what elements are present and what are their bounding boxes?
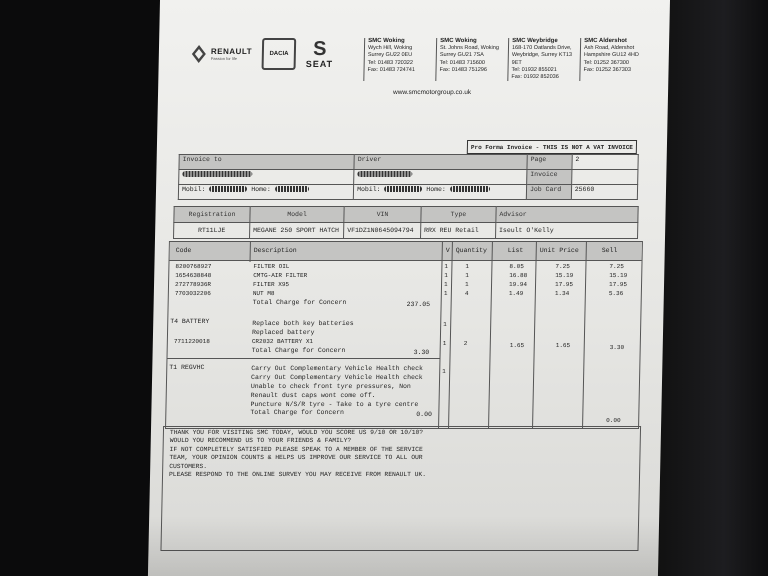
vhc-total-value: 0.00 xyxy=(416,411,433,418)
vhc-v: 1 xyxy=(442,368,446,375)
home-label: Home: xyxy=(251,186,271,193)
survey-line: IF NOT COMPLETELY SATISFIED PLEASE SPEAK TO A MEMBER OF THE SERVICE xyxy=(169,445,423,453)
unit-price-header: Unit Price xyxy=(539,247,579,254)
page-value: 2 xyxy=(572,155,639,170)
battery-code: T4 BATTERY xyxy=(170,318,210,325)
brand-logos xyxy=(191,38,334,70)
branch-line: Wych Hill, Woking xyxy=(367,45,413,52)
part-unit-price: 7.25 xyxy=(555,263,570,270)
redacted-scribble xyxy=(384,186,422,192)
branch-line: St. Johns Road, Woking xyxy=(439,45,499,52)
branch-line: Surrey GU21 7SA xyxy=(439,52,484,59)
model-value: MEGANE 250 SPORT HATCH xyxy=(249,223,343,239)
column-divider xyxy=(445,242,453,428)
job-card-value: 25660 xyxy=(571,185,638,200)
battery-part-v: 1 xyxy=(442,340,447,347)
redacted-scribble xyxy=(357,171,412,177)
proforma-banner: Pro Forma Invoice - THIS IS NOT A VAT INVOICE xyxy=(467,140,637,154)
invoice-to-label: Invoice to xyxy=(179,155,354,170)
renault-wordmark: RENAULT xyxy=(210,47,253,56)
battery-list: 1.65 xyxy=(509,342,525,349)
battery-total-value: 3.30 xyxy=(413,349,430,356)
concern-total-value: 237.05 xyxy=(406,301,431,308)
part-sell: 15.19 xyxy=(609,272,628,279)
battery-v: 1 xyxy=(443,321,447,328)
battery-quantity: 2 xyxy=(463,340,468,347)
seat-wordmark: SEAT xyxy=(305,59,334,69)
renault-diamond-icon xyxy=(191,44,207,64)
list-header: List xyxy=(507,247,524,254)
renault-tagline: Passion for life xyxy=(210,56,238,61)
survey-line: THANK YOU FOR VISITING SMC TODAY, WOULD YOU SCORE US 9/10 OR 10/10? xyxy=(169,429,424,436)
seat-logo xyxy=(306,39,334,69)
vhc-line: Carry Out Complementary Vehicle Health check xyxy=(251,374,423,381)
part-unit-price: 1.34 xyxy=(554,290,570,297)
part-unit-price: 15.19 xyxy=(555,272,574,279)
concern-total-label: Total Charge for Concern xyxy=(252,299,347,306)
dacia-logo xyxy=(262,38,297,70)
invoice-value xyxy=(571,170,638,185)
branch-line: Tel: 01932 855021 xyxy=(511,66,557,73)
driver-phones xyxy=(353,185,526,200)
vehicle-table xyxy=(173,206,639,239)
advisor-header: Advisor xyxy=(496,207,638,223)
branch-line: Tel: 01252 367300 xyxy=(583,59,630,66)
battery-line-1: Replace both key batteries xyxy=(252,320,354,327)
redacted-scribble xyxy=(275,186,309,192)
branch-line: Fax: 01932 852036 xyxy=(511,74,559,81)
part-code: 8200768927 xyxy=(175,263,212,270)
part-unit-price: 17.95 xyxy=(554,281,574,288)
code-header: Code xyxy=(175,247,192,254)
part-v: 1 xyxy=(444,263,449,270)
part-code: 272778936R xyxy=(174,281,212,288)
part-list: 16.88 xyxy=(509,272,528,279)
part-description: FILTER OIL xyxy=(253,263,290,270)
row-divider xyxy=(167,358,439,359)
vhc-line: Carry Out Complementary Vehicle Health check xyxy=(251,365,423,372)
column-divider xyxy=(532,242,537,428)
column-divider xyxy=(582,242,587,428)
quantity-header: Quantity xyxy=(455,247,488,254)
home-label: Home: xyxy=(426,186,446,193)
branch-name: SMC Woking xyxy=(440,38,477,44)
items-header-row xyxy=(170,242,642,261)
branch-line: Fax: 01483 751296 xyxy=(439,66,488,73)
branch-addresses xyxy=(363,38,648,81)
renault-logo xyxy=(191,44,253,64)
part-list: 19.94 xyxy=(508,281,528,288)
battery-part-code: 7711220018 xyxy=(173,338,210,345)
battery-sell: 3.30 xyxy=(609,344,625,351)
part-quantity: 1 xyxy=(465,272,469,279)
part-description: CMTG-AIR FILTER xyxy=(253,272,308,279)
background-fabric xyxy=(658,0,768,576)
branch-block xyxy=(363,38,432,81)
vin-header: VIN xyxy=(344,207,421,223)
advisor-value: Iseult O'Kelly xyxy=(495,223,637,239)
driver-name-redacted xyxy=(354,170,527,185)
branch-name: SMC Aldershot xyxy=(584,38,627,44)
part-description: FILTER X95 xyxy=(252,281,290,288)
battery-part-description: CR2032 BATTERY X1 xyxy=(251,338,314,345)
description-header: Description xyxy=(253,247,297,254)
driver-label: Driver xyxy=(354,155,527,170)
job-card-label: Job Card xyxy=(526,185,571,200)
part-quantity: 1 xyxy=(465,263,470,270)
column-divider xyxy=(438,242,443,428)
survey-line: TEAM, YOUR OPINION COUNTS & HELPS US IMPROVE OUR SERVICE TO ALL OUR xyxy=(169,454,423,462)
vhc-line: Renault dust caps wont come off. xyxy=(250,392,376,399)
branch-line: Fax: 01252 367303 xyxy=(583,66,632,73)
seat-s-icon: S xyxy=(312,38,327,60)
survey-line: PLEASE RESPOND TO THE ONLINE SURVEY YOU MAY RECEIVE FROM RENAULT UK. xyxy=(168,471,427,479)
part-sell: 17.95 xyxy=(608,281,628,288)
column-divider xyxy=(488,242,493,428)
branch-line: Weybridge, Surrey KT13 9ET xyxy=(511,52,573,66)
type-header: Type xyxy=(421,207,496,223)
part-quantity: 1 xyxy=(464,281,469,288)
mobile-label: Mobil: xyxy=(181,186,206,193)
part-description: NUT M8 xyxy=(252,290,275,297)
registration-value: RT11LJE xyxy=(174,223,250,239)
branch-line: Ash Road, Aldershot xyxy=(583,45,635,52)
branch-line: Surrey GU22 0EU xyxy=(367,52,413,59)
part-sell: 5.36 xyxy=(608,290,624,297)
redacted-scribble xyxy=(209,186,247,192)
branch-block xyxy=(435,38,504,81)
customer-phones xyxy=(178,185,353,200)
type-value: RRX REU Retail xyxy=(420,223,495,239)
vhc-sell: 0.00 xyxy=(606,417,621,424)
part-list: 1.49 xyxy=(508,290,524,297)
part-v: 1 xyxy=(444,272,448,279)
part-list: 8.05 xyxy=(509,263,524,270)
branch-line: Tel: 01483 720322 xyxy=(367,59,414,66)
survey-line: CUSTOMERS. xyxy=(169,462,208,470)
part-code: 1654638848 xyxy=(175,272,212,279)
branch-name: SMC Weybridge xyxy=(512,38,558,44)
invoice-paper xyxy=(148,0,670,576)
mobile-label: Mobil: xyxy=(357,186,381,193)
model-header: Model xyxy=(250,207,344,223)
redacted-scribble xyxy=(450,186,490,192)
page-label: Page xyxy=(527,155,572,170)
customer-header-table xyxy=(178,154,639,200)
branch-line: Hampshire GU12 4HD xyxy=(583,52,639,59)
battery-total-label: Total Charge for Concern xyxy=(251,347,346,354)
registration-header: Registration xyxy=(174,207,250,223)
branch-line: Tel: 01483 715600 xyxy=(439,59,486,66)
part-v: 1 xyxy=(443,290,448,297)
vhc-total-label: Total Charge for Concern xyxy=(250,409,345,416)
part-v: 1 xyxy=(443,281,448,288)
redacted-scribble xyxy=(182,171,252,177)
sell-header: Sell xyxy=(601,247,618,254)
battery-line-2: Replaced battery xyxy=(251,329,315,336)
branch-block xyxy=(507,38,576,81)
part-code: 7703032206 xyxy=(174,290,211,297)
vhc-line: Puncture N/S/R tyre - Take to a tyre centre xyxy=(250,401,419,408)
invoice-label: Invoice xyxy=(527,170,572,185)
survey-line: WOULD YOU RECOMMEND US TO YOUR FRIENDS & FAMILY? xyxy=(169,437,352,445)
branch-line: Fax: 01483 724741 xyxy=(367,66,416,73)
dacia-wordmark: DACIA xyxy=(269,51,289,57)
battery-unit-price: 1.65 xyxy=(555,342,571,349)
vhc-line: Unable to check front tyre pressures, Non xyxy=(250,383,411,390)
v-header: V xyxy=(445,247,450,254)
branch-name: SMC Woking xyxy=(368,38,405,44)
customer-name-redacted xyxy=(179,170,354,185)
branch-block xyxy=(579,38,648,81)
branch-line: 168-170 Oatlands Drive, xyxy=(511,45,572,52)
vin-value: VF1DZ1N0645094794 xyxy=(344,223,421,239)
website-url: www.smcmotorgroup.co.uk xyxy=(392,89,472,96)
part-quantity: 4 xyxy=(464,290,469,297)
items-table xyxy=(165,241,643,429)
part-sell: 7.25 xyxy=(609,263,624,270)
photo-shadow xyxy=(148,516,659,576)
vhc-code: T1 REGVHC xyxy=(169,364,205,371)
